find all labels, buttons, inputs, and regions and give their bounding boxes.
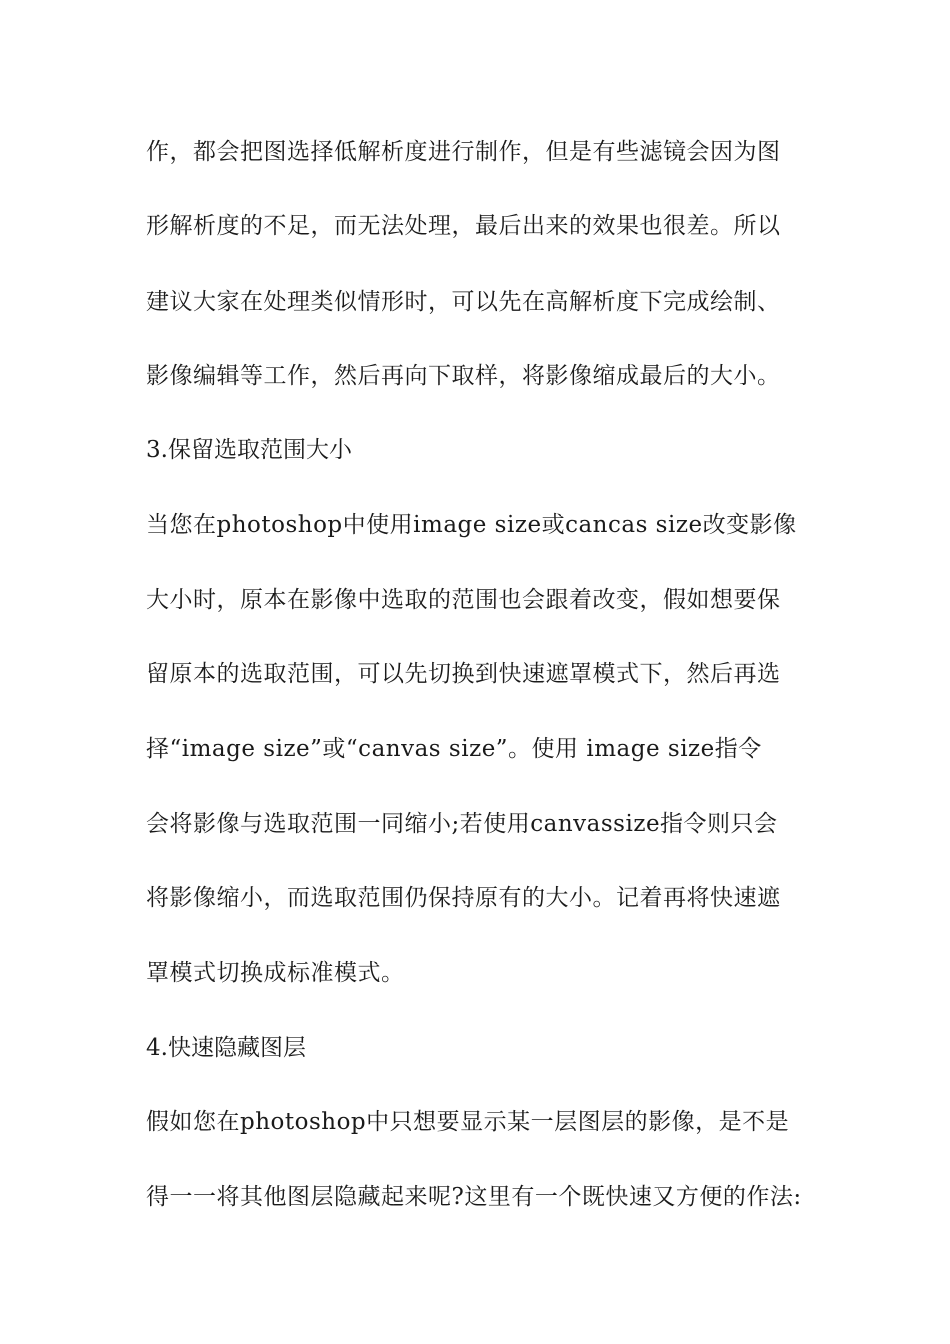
paragraph-line: 择“image size”或“canvas size”。使用 image size指令 bbox=[146, 736, 762, 762]
paragraph-line: 罩模式切换成标准模式。 bbox=[146, 960, 405, 986]
paragraph-line: 形解析度的不足，而无法处理，最后出来的效果也很差。所以 bbox=[146, 213, 781, 239]
section-heading: 4.快速隐藏图层 bbox=[146, 1035, 306, 1061]
section-heading: 3.保留选取范围大小 bbox=[146, 437, 352, 463]
paragraph-line: 影像编辑等工作，然后再向下取样，将影像缩成最后的大小。 bbox=[146, 363, 781, 389]
paragraph-line: 得一一将其他图层隐藏起来呢?这里有一个既快速又方便的作法: bbox=[146, 1184, 802, 1210]
paragraph-line: 建议大家在处理类似情形时，可以先在高解析度下完成绘制、 bbox=[146, 289, 781, 315]
paragraph-line: 会将影像与选取范围一同缩小;若使用canvassize指令则只会 bbox=[146, 811, 778, 837]
paragraph-line: 假如您在photoshop中只想要显示某一层图层的影像，是不是 bbox=[146, 1109, 790, 1135]
paragraph-line: 将影像缩小，而选取范围仍保持原有的大小。记着再将快速遮 bbox=[146, 885, 781, 911]
paragraph-line: 当您在photoshop中使用image size或cancas size改变影像 bbox=[146, 512, 797, 538]
paragraph-line: 大小时，原本在影像中选取的范围也会跟着改变，假如想要保 bbox=[146, 587, 781, 613]
paragraph-line: 作，都会把图选择低解析度进行制作，但是有些滤镜会因为图 bbox=[146, 139, 781, 165]
paragraph-line: 留原本的选取范围，可以先切换到快速遮罩模式下，然后再选 bbox=[146, 661, 781, 687]
